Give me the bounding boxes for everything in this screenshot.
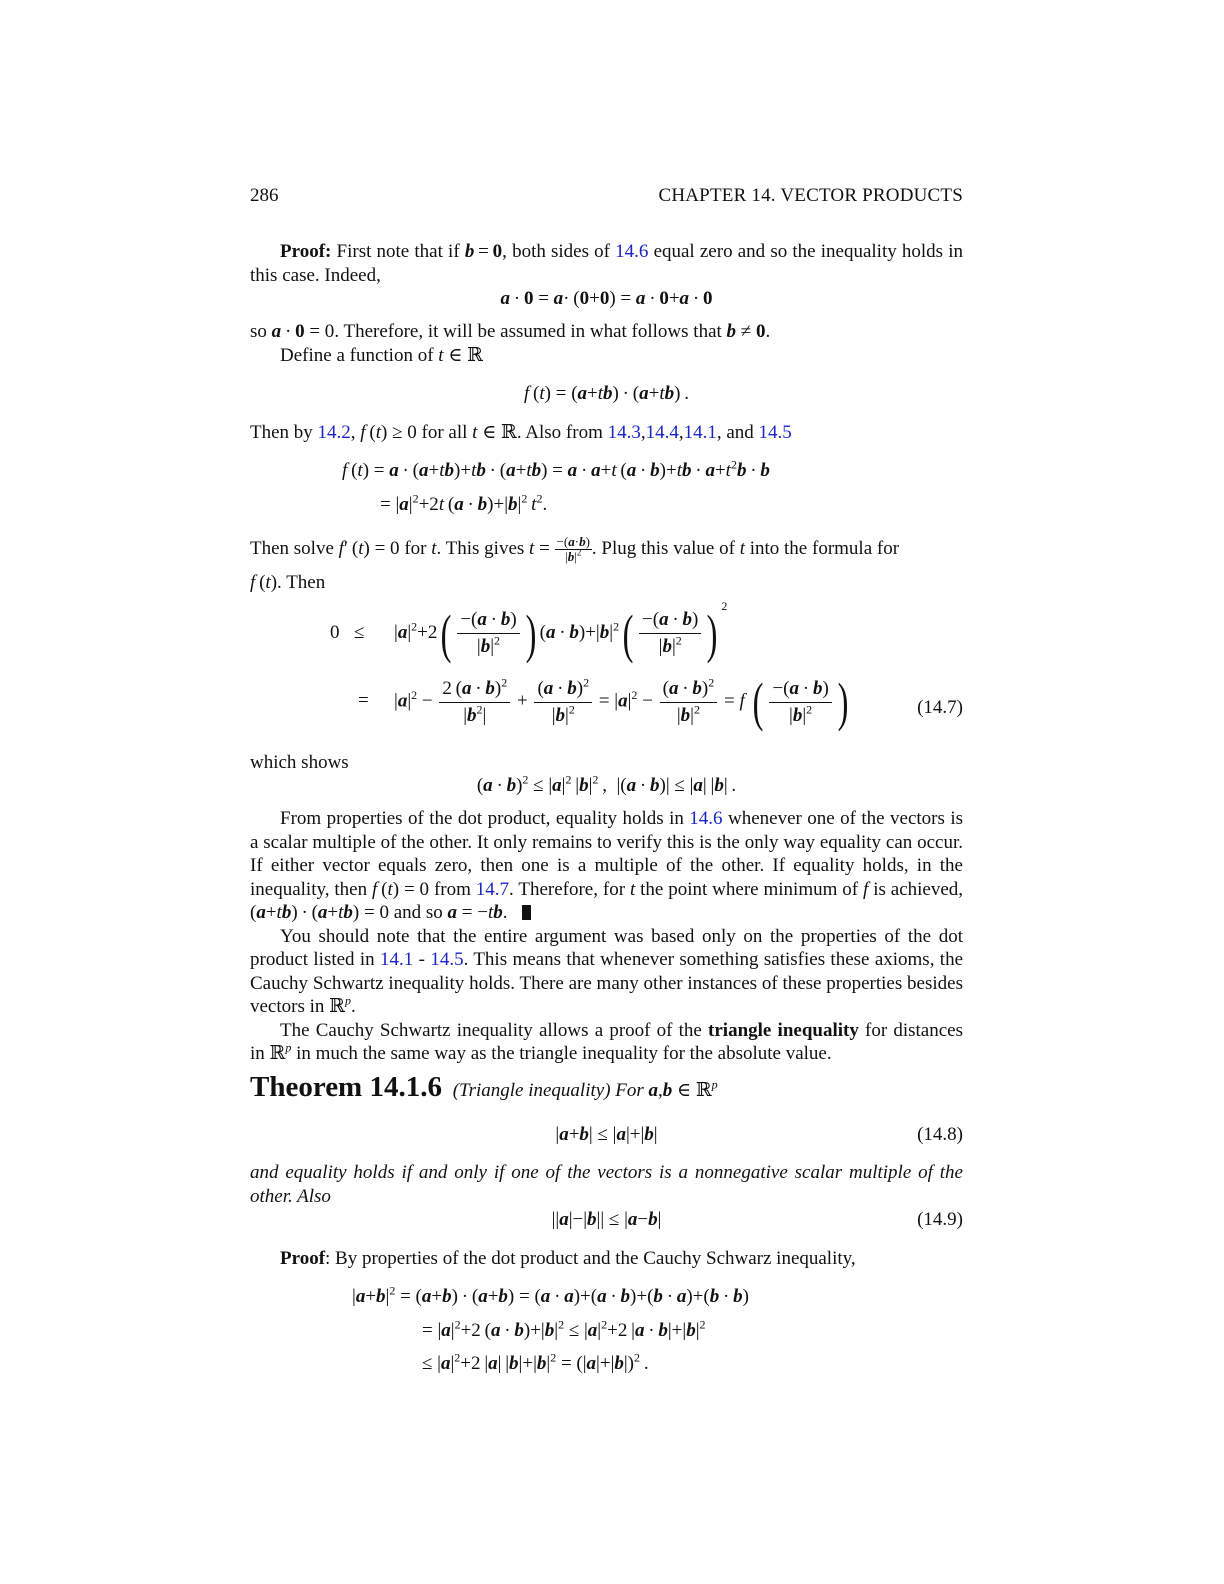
paragraph-equality: From properties of the dot product, equality holds in 14.6 whenever one of the vectors is a scalar multiple of the other. It only remains to verify this is the only way equality can occur. If either vector equals zero, then one is a multiple of the other. If equality holds, in the inequality, then f (t) = 0 from 14.7. Therefore, for t the point where minimum of f is achieved, (a+tb) · (a+tb) = 0 and so a = −tb. You should note that the entire argument was based only on the properties of the dot product listed in 14.1 - 14.5. This means that whenever something satisfies these axioms, the Cauchy Schwartz inequality holds. There are many other instances of these properties besides vectors in ℝ$^p$. The Cauchy Schwartz inequality allows a proof of the triangle inequality for distances in ℝ$^p$ in much the same way as the triangle inequality for the absolute value. bbox=[250, 808, 964, 1064]
equation-f-definition: f (t) = (a+tb) · (a+tb) . bbox=[523, 383, 690, 404]
equation-14-8: |a+b| ≤ |a|+|b| (14.8) bbox=[555, 1124, 963, 1145]
ref-14-6-b[interactable]: 14.6 bbox=[689, 808, 723, 829]
theorem-title: Theorem 14.1.6 bbox=[250, 1071, 442, 1103]
proof-solve: Then solve f′ (t) = 0 for t. This gives t = $\frac{-(a\cdot b)}{|b|^2}$ . Plug this value of t into the formula for f (t). Then bbox=[250, 534, 900, 593]
equation-14-9: ||a|−|b|| ≤ |a−b| (14.9) bbox=[551, 1209, 963, 1230]
ref-14-4[interactable]: 14.4 bbox=[645, 422, 679, 443]
equation-cauchy-schwarz: $(a \cdot b)^2 \le |a|^2$ $|b|^2$ , |(a · b)| ≤ |a| |b| . bbox=[476, 772, 737, 796]
equation-f-expansion: f (t) = a · (a+tb)+tb · (a+tb) = a · a+t $(a \cdot b)+tb \cdot a+t^2b \cdot b$ = $|a|^2+2t$ $(a \cdot b)+|b|^2$ $t^2$. bbox=[342, 457, 770, 515]
theorem-statement: and equality holds if and only if one of the vectors is a nonnegative scalar multiple of the other. Also bbox=[250, 1162, 963, 1207]
eq-label-14-8: (14.8) bbox=[917, 1124, 963, 1145]
ref-14-7[interactable]: 14.7 bbox=[475, 878, 510, 900]
proof-assume: so a · 0 = 0. Therefore, it will be assumed in what follows that b ≠ 0. Define a function of t ∈ ℝ bbox=[250, 321, 771, 366]
proof-label: Proof: bbox=[280, 241, 332, 262]
ref-14-1[interactable]: 14.1 bbox=[683, 422, 717, 443]
page-number: 286 bbox=[250, 185, 279, 206]
ref-14-2[interactable]: 14.2 bbox=[317, 422, 351, 443]
proof-2: Proof: By properties of the dot product and the Cauchy Schwarz inequality, bbox=[280, 1248, 856, 1269]
equation-triangle-proof: $|a+b|^2 = (a+b) \cdot (a+b) = (a \cdot a)+(a \cdot b)+(b \cdot a)+(b \cdot b)$ = $|a|^2+2$ $(a \cdot b)+|b|^2 \le |a|^2+2$ $|a \cdot b|+|b|^2$ ≤ $|a|^2+2$ |a| $|b|+|b|^2 = (|a|+|b|)^2$ . bbox=[352, 1283, 749, 1374]
proof-intro: Proof: First note that if b = 0, both sides of 14.6 equal zero and so the inequality holds in this case. Indeed, bbox=[250, 241, 964, 286]
proof-label-2: Proof bbox=[280, 1248, 326, 1269]
proof-then-by: Then by 14.2, f (t) ≥ 0 for all t ∈ ℝ. Also from 14.3,14.4,14.1, and 14.5 bbox=[250, 422, 792, 443]
ref-14-6[interactable]: 14.6 bbox=[615, 241, 649, 262]
ref-14-3[interactable]: 14.3 bbox=[607, 422, 641, 443]
theorem-heading: Theorem 14.1.6 (Triangle inequality) For a,b ∈ ℝ$^p$ bbox=[250, 1071, 718, 1103]
ref-14-5-b[interactable]: 14.5 bbox=[430, 949, 464, 970]
which-shows: which shows bbox=[250, 752, 349, 773]
equation-14-7-line1: $0 \le |a|^2+2$( $\frac{-(a \cdot b)}{|b|^2}$ ) $(a \cdot b)+|b|^2$( $\frac{-(a \cdot b)}{|b|^2}$ ) $^2$ bbox=[330, 599, 728, 664]
qed-box bbox=[522, 905, 531, 920]
ref-14-5[interactable]: 14.5 bbox=[758, 422, 792, 443]
eq-label-14-9: (14.9) bbox=[917, 1209, 963, 1230]
ref-14-1-b[interactable]: 14.1 bbox=[380, 949, 414, 970]
eq-label-14-7: (14.7) bbox=[917, 697, 963, 718]
chapter-title: CHAPTER 14. VECTOR PRODUCTS bbox=[658, 185, 963, 206]
equation-a-dot-zero: a · 0 = a· (0+0) = a · 0+a · 0 bbox=[500, 288, 713, 309]
